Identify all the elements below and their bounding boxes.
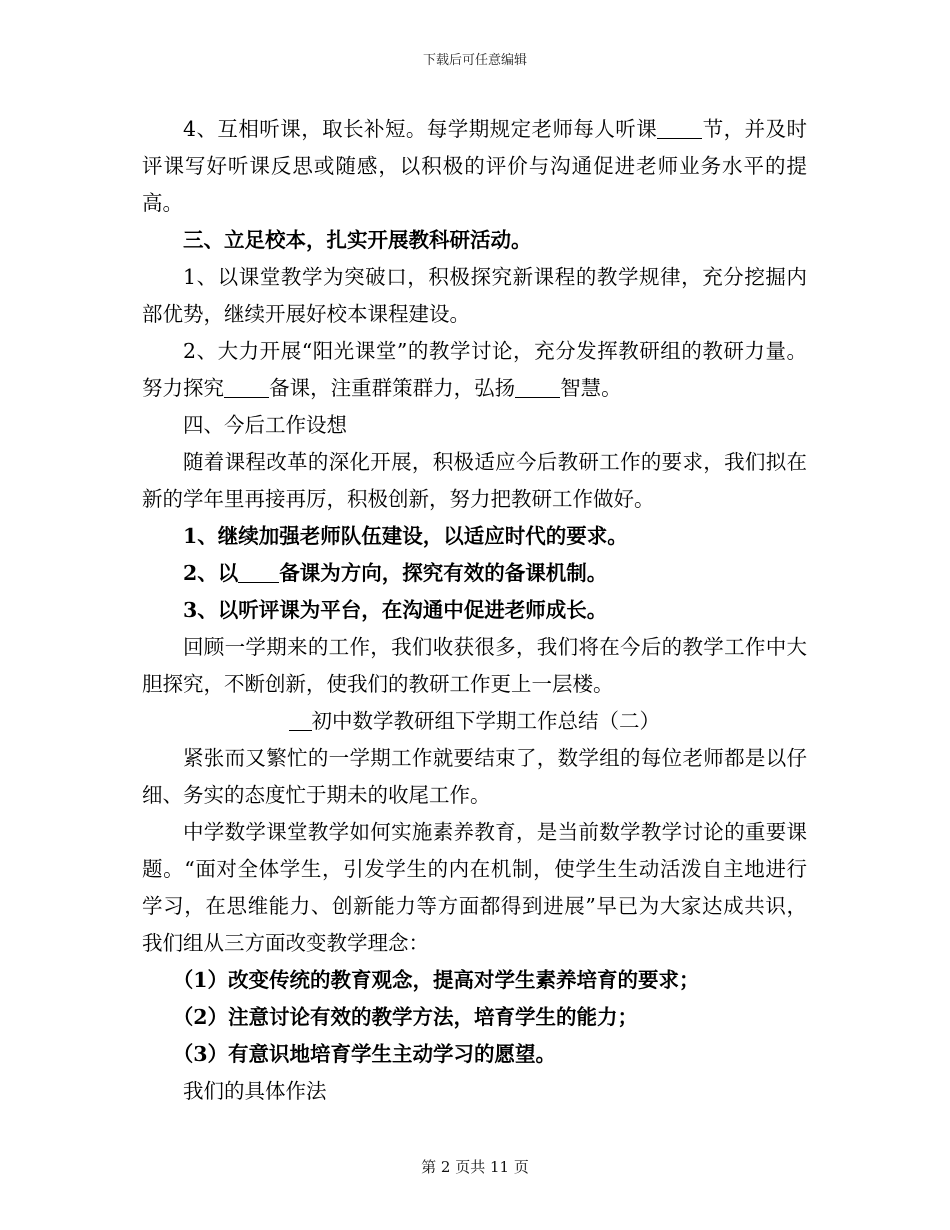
- paragraph-methods: 我们的具体作法: [183, 1079, 327, 1103]
- paragraph-listen-class: [142, 111, 807, 222]
- paragraph-reform: 随着课程改革的深化开展，积极适应今后教研工作的要求，我们拟在新的学年里再接再厉，积极创新，努力把教研工作做好。: [142, 450, 807, 511]
- goal-item-2: [142, 555, 807, 592]
- text-segment: 智慧。: [560, 376, 622, 400]
- text-segment: 备课为方向，探究有效的备课机制。: [279, 561, 608, 585]
- paragraph-quality-education: 中学数学课堂教学如何实施素养教育，是当前数学教学讨论的重要课题。“面对全体学生，引发学生的内在机制，使学生生动活泼自主地进行学习，在思维能力、创新能力等方面都得到进展”早已为大家达成共识，我们组从三方面改变教学理念：: [142, 820, 807, 955]
- fill-blank: [289, 710, 312, 732]
- title-text: 初中数学教研组下学期工作总结（二）: [311, 709, 661, 733]
- section-title-2: [142, 703, 807, 740]
- paragraph-sunshine-class: [142, 333, 807, 407]
- fill-blank: [657, 118, 702, 140]
- paragraph-breakthrough: 1、以课堂教学为突破口，积极探究新课程的教学规律，充分挖掘内部优势，继续开展好校本课程建设。: [142, 265, 807, 326]
- paragraph-semester-end: 紧张而又繁忙的一学期工作就要结束了，数学组的每位老师都是以仔细、务实的态度忙于期未的收尾工作。: [142, 746, 807, 807]
- text-segment: 备课，注重群策群力，弘扬: [269, 376, 516, 400]
- fill-blank: [224, 377, 269, 399]
- text-segment: 2、大力开展“阳光课堂”的教学讨论，充分发挥教研组的教研力量。努力探究: [142, 339, 807, 400]
- document-body: [142, 111, 807, 1110]
- fill-blank: [238, 562, 279, 584]
- concept-item-2: （2）注意讨论有效的教学方法，培育学生的能力；: [172, 1005, 639, 1029]
- page-footer: 第 2 页共 11 页: [421, 1158, 529, 1176]
- goal-item-1: 1、继续加强老师队伍建设，以适应时代的要求。: [183, 524, 628, 548]
- concept-item-1: （1）改变传统的教育观念，提高对学生素养培育的要求；: [172, 968, 700, 992]
- page-header: 下载后可任意编辑: [422, 53, 527, 68]
- text-segment: 4、互相听课，取长补短。每学期规定老师每人听课: [183, 117, 658, 141]
- goal-item-3: 3、以听评课为平台，在沟通中促进老师成长。: [183, 598, 608, 622]
- section-heading-4: 四、今后工作设想: [183, 413, 347, 437]
- fill-blank: [515, 377, 560, 399]
- section-heading-3: 三、立足校本，扎实开展教科研活动。: [183, 228, 532, 252]
- concept-item-3: （3）有意识地培育学生主动学习的愿望。: [172, 1042, 557, 1066]
- paragraph-review: 回顾一学期来的工作，我们收获很多，我们将在今后的教学工作中大胆探究，不断创新，使我们的教研工作更上一层楼。: [142, 635, 807, 696]
- text-segment: 节，并及时评课写好听课反思或随感，以积极的评价与沟通促进老师业务水平的提高。: [142, 117, 808, 215]
- text-segment: 2、以: [183, 561, 239, 585]
